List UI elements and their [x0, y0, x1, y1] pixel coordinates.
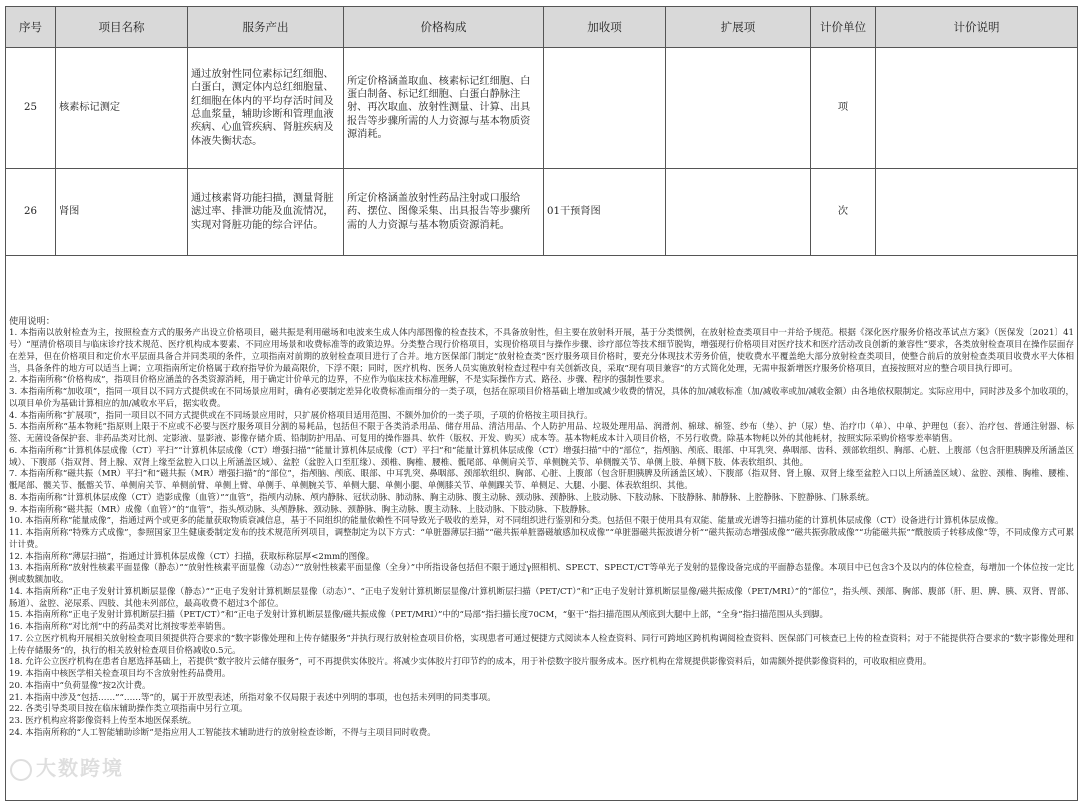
row-expand — [666, 48, 811, 169]
note-item: 1. 本指南以放射检查为主，按照检查方式的服务产出设立价格项目，磁共振是利用磁场和电波来生成人体内部图像的检查技术，不具备放射性，但主要在放射科开展，基于分类惯例，在放射检查类项目中一并给予规范。根据《深化医疗服务价格改革试点方案》（医保发〔2021〕41号）“厘清价格项目与临床诊疗技术规范、医疗机构成本要素、不同应用场景和收费标准等的政策边界。分类整合现行价格项目，实现价格项目与操作步骤、诊疗部位等技术细节脱钩，增强现行价格项目对医疗技术和医疗活动改良创新的兼容性”要求，各类放射检查项目在操作层面存在差异，但在价格项目和定价水平层面具备合并同类项的条件，立项指南对前期的放射检查项目进行了合并。地方医保部门制定“放射检查类”医疗服务项目价格时，要充分体现技术劳务价值，使收费水平覆盖绝大部分放射检查类项目，使整合前后的放射检查类项目收费水平大体相当，具备条件的地方可以适当上调；立项指南所定价格属于政府指导价为最高限价，下浮不限；同时，医疗机构、医务人员实施放射检查过程中有关创新改良，采取“现有项目兼容”的方式简化处理，无需申报新增医疗服务价格项目，直接按照对应的整合项目执行即可。 — [9, 328, 1074, 374]
note-item: 15. 本指南所称“正电子发射计算机断层扫描（PET/CT）”和“正电子发射计算机断层显像/磁共振成像（PET/MRI）”中的“局部”指扫描长度70CM，“躯干”指扫描范围从颅底到大腿中上部，“全身”指扫描范围从头到脚。 — [9, 610, 829, 621]
note-item: 17. 公立医疗机构开展相关放射检查项目须提供符合要求的“数字影像处理和上传存储服务”并执行现行放射检查项目价格，实现患者可通过便捷方式阅读本人检查资料、同行可跨地区跨机构调阅检查资料、医保部门可核查已上传的检查资料；对于不能提供符合要求的“数字影像处理和上传存储服务”的，执行的相关放射检查项目价格减收0.5元。 — [9, 633, 1074, 656]
note-item: 4. 本指南所称“扩展项”，指同一项目以不同方式提供或在不同场景应用时，只扩展价格项目适用范围、不额外加价的一类子项，子项的价格按主项目执行。 — [9, 410, 593, 421]
row-name: 肾图 — [56, 169, 188, 256]
note-item: 5. 本指南所称“基本物耗”指原则上限于不应或不必要与医疗服务项目分割的易耗品，包括但不限于各类消杀用品、储存用品、清洁用品、个人防护用品、垃圾处理用品、润滑剂、棉球、棉签、纱布（垫）、护（尿）垫、治疗巾（单）、中单、护理包（套）、治疗包、普通注射器、标签、无菌设备保护套、非药品类对比剂、定影液、显影液、影像存储介质、铅制防护用品、可复用的操作器具、软件（版权、开发、购买）成本等。基本物耗成本计入项目价格，不另行收费。除基本物耗以外的其他耗材，按照实际采购价格零差率销售。 — [9, 422, 1074, 445]
row-unit: 项 — [811, 48, 876, 169]
row-price: 所定价格涵盖取血、核素标记红细胞、白蛋白制备、标记红细胞、白蛋白静脉注射、再次取血、放射性测量、计算、出具报告等步骤所需的人力资源与基本物质资源消耗。 — [344, 48, 544, 169]
table-header-row — [6, 7, 1078, 48]
row-no: 25 — [6, 48, 56, 169]
note-item: 10. 本指南所称“能量成像”，指通过两个或更多的能量获取物质衰减信息，基于不同组织的能量依赖性不同导致光子吸收的差异，对不同组织进行鉴别和分类。包括但不限于使用具有双能、能量或光谱等扫描功能的计算机体层成像（CT）设备进行计算机体层成像。 — [9, 516, 1004, 527]
header-expand: 扩展项 — [666, 7, 811, 48]
header-no: 序号 — [6, 7, 56, 48]
note-item: 24. 本指南所称的“人工智能辅助诊断”是指应用人工智能技术辅助进行的放射检查诊断，不得与主项目同时收费。 — [9, 727, 436, 738]
header-desc: 计价说明 — [876, 7, 1078, 48]
note-item: 16. 本指南所称“对比剂”中的药品类对比剂按零差率销售。 — [9, 622, 231, 633]
pricing-table — [5, 6, 1078, 801]
row-extra — [544, 48, 666, 169]
note-item: 18. 允许公立医疗机构在患者自愿选择基础上，若提供“数字胶片云储存服务”，可不再提供实体胶片。将减少实体胶片打印节约的成本，用于补偿数字胶片服务成本。医疗机构在常规提供影像资料后，如需额外提供影像资料的，可收取相应费用。 — [9, 657, 932, 668]
header-name: 项目名称 — [56, 7, 188, 48]
row-output: 通过核素肾功能扫描，测量肾脏滤过率、排泄功能及血流情况，实现对肾脏功能的综合评估。 — [188, 169, 344, 256]
note-item: 9. 本指南所称“磁共振（MR）成像（血管）”的“血管”，指头颅动脉、头颅静脉、颈动脉、颈静脉、胸主动脉、腹主动脉、上肢动脉、下肢动脉、下肢静脉。 — [9, 504, 596, 515]
header-output: 服务产出 — [188, 7, 344, 48]
row-no: 26 — [6, 169, 56, 256]
row-name: 核素标记测定 — [56, 48, 188, 169]
note-item: 20. 本指南中“负荷显像”按2次计费。 — [9, 680, 151, 691]
note-item: 21. 本指南中涉及“包括……”“……等”的，属于开放型表述，所指对象不仅局限于表述中列明的事项，也包括未列明的同类事项。 — [9, 692, 496, 703]
row-desc — [876, 48, 1078, 169]
note-item: 14. 本指南所称“正电子发射计算机断层显像（静态）”“正电子发射计算机断层显像（动态）”、“正电子发射计算机断层显像/计算机断层扫描（PET/CT）”和“正电子发射计算机断层显像/磁共振成像（PET/MRI）”的“部位”，指头颅、颈部、胸部、腹部（肝、胆、脾、胰、双肾、胃部、肠道）、盆腔、泌尿系、四肢、其他未列部位，最高收费不超过3个部位。 — [9, 586, 1074, 609]
note-item: 23. 医疗机构应将影像资料上传至本地医保系统。 — [9, 716, 197, 727]
note-item: 2. 本指南所称“价格构成”，指项目价格应涵盖的各类资源消耗，用于确定计价单元的边界，不应作为临床技术标准理解，不是实际操作方式、路径、步骤、程序的强制性要求。 — [9, 375, 670, 386]
row-extra: 01干预肾图 — [544, 169, 666, 256]
row-desc — [876, 169, 1078, 256]
note-item: 19. 本指南中核医学相关检查项目均不含放射性药品费用。 — [9, 669, 231, 680]
row-price: 所定价格涵盖放射性药品注射或口服给药、摆位、图像采集、出具报告等步骤所需的人力资源与基本物质资源消耗。 — [344, 169, 544, 256]
usage-notes — [6, 256, 1078, 801]
header-unit: 计价单位 — [811, 7, 876, 48]
note-item: 3. 本指南所称“加收项”，指同一项目以不同方式提供或在不同场景应用时，确有必要制定差异化收费标准而细分的一类子项，包括在原项目价格基础上增加或减少收费的情况，具体的加/减收标准（加/减收率或加/减收金额）由各地依权限制定。实际应用中，同时涉及多个加收项的，以项目单价为基础计算相应的加/减收水平后，据实收费。 — [9, 387, 1074, 409]
note-item: 6. 本指南所称“计算机体层成像（CT）平扫”“计算机体层成像（CT）增强扫描”“能量计算机体层成像（CT）平扫”和“能量计算机体层成像（CT）增强扫描”中的“部位”，指颅脑、颅底、眼部、中耳乳突、鼻咽部、齿科、颈部软组织、胸部、心脏、上腹部（包含肝胆胰脾及所涵盖区域）、下腹部（指双肾、肾上腺、双肾上缘至盆腔入口以上所涵盖区域）、盆腔（盆腔入口至肛缘）、颈椎、胸椎、腰椎、骶尾部、单侧肩关节、单侧腕关节、单侧髋关节、单侧上肢、单侧下肢、体表软组织、其他。 — [9, 445, 1074, 468]
header-extra: 加收项 — [544, 7, 666, 48]
note-item: 13. 本指南所称“放射性核素平面显像（静态）”“放射性核素平面显像（动态）”“放射性核素平面显像（全身）”中所指设备包括但不限于通过γ照相机、SPECT、SPECT/CT等单光子发射的显像设备完成的平面静态显像。本项目中已包含3个及以内的体位检查，每增加一个体位按一定比例或数额加收。 — [9, 563, 1074, 586]
document — [5, 6, 1077, 801]
row-output: 通过放射性同位素标记红细胞、白蛋白，测定体内总红细胞量、红细胞在体内的平均存活时间及总血浆量，辅助诊断和管理血液疾病、心血管疾病、肾脏疾病及体液失衡状态。 — [188, 48, 344, 169]
table-row — [6, 169, 1078, 256]
header-price: 价格构成 — [344, 7, 544, 48]
note-item: 7. 本指南所称“磁共振（MR）平扫”和“磁共振（MR）增强扫描”的“部位”，指颅脑、颅底、眼部、中耳乳突、鼻咽部、颈部软组织、胸部、心脏、上腹部（包含肝胆胰脾及所涵盖区域）、下腹部（指双肾、肾上腺、双肾上缘至盆腔入口以上所涵盖区域）、盆腔、颈椎、胸椎、腰椎、骶尾部、髋关节、骶髂关节、单侧肩关节、单侧前臂、单侧上臂、单侧手、单侧腕关节、单侧大腿、单侧小腿、单侧膝关节、单侧踝关节、单侧足、大腿、小腿、体表软组织、其他。 — [9, 469, 1074, 492]
note-item: 8. 本指南所称“计算机体层成像（CT）造影成像（血管）”“血管”，指颅内动脉、颅内静脉、冠状动脉、肺动脉、胸主动脉、腹主动脉、颈动脉、颈静脉、上肢动脉、下肢动脉、下肢静脉、肺静脉、上腔静脉、下腔静脉、门脉系统。 — [9, 492, 875, 503]
note-item: 12. 本指南所称“薄层扫描”，指通过计算机体层成像（CT）扫描，获取标称层厚<2mm的图像。 — [9, 551, 375, 562]
note-item: 22. 各类引导类项目按在临床辅助操作类立项指南中另行立项。 — [9, 704, 248, 715]
watermark-text: 大数跨境 — [36, 756, 124, 780]
table-row — [6, 48, 1078, 169]
note-item: 11. 本指南所称“特殊方式成像”，参照国家卫生健康委制定发布的技术规范所列项目，调整制定为以下方式：“单脏器薄层扫描”“磁共振单脏器磁敏感加权成像”“单脏器磁共振波谱分析”“磁共振动态增强成像”“磁共振弥散成像”“功能磁共振”“酰胺质子转移成像”等，不同成像方式可累计计费。 — [9, 528, 1074, 550]
notes-list — [9, 328, 1074, 739]
notes-title: 使用说明： — [9, 316, 55, 328]
watermark-logo — [10, 752, 124, 781]
row-unit: 次 — [811, 169, 876, 256]
row-expand — [666, 169, 811, 256]
notes-row — [6, 256, 1078, 801]
watermark-icon — [10, 759, 32, 781]
